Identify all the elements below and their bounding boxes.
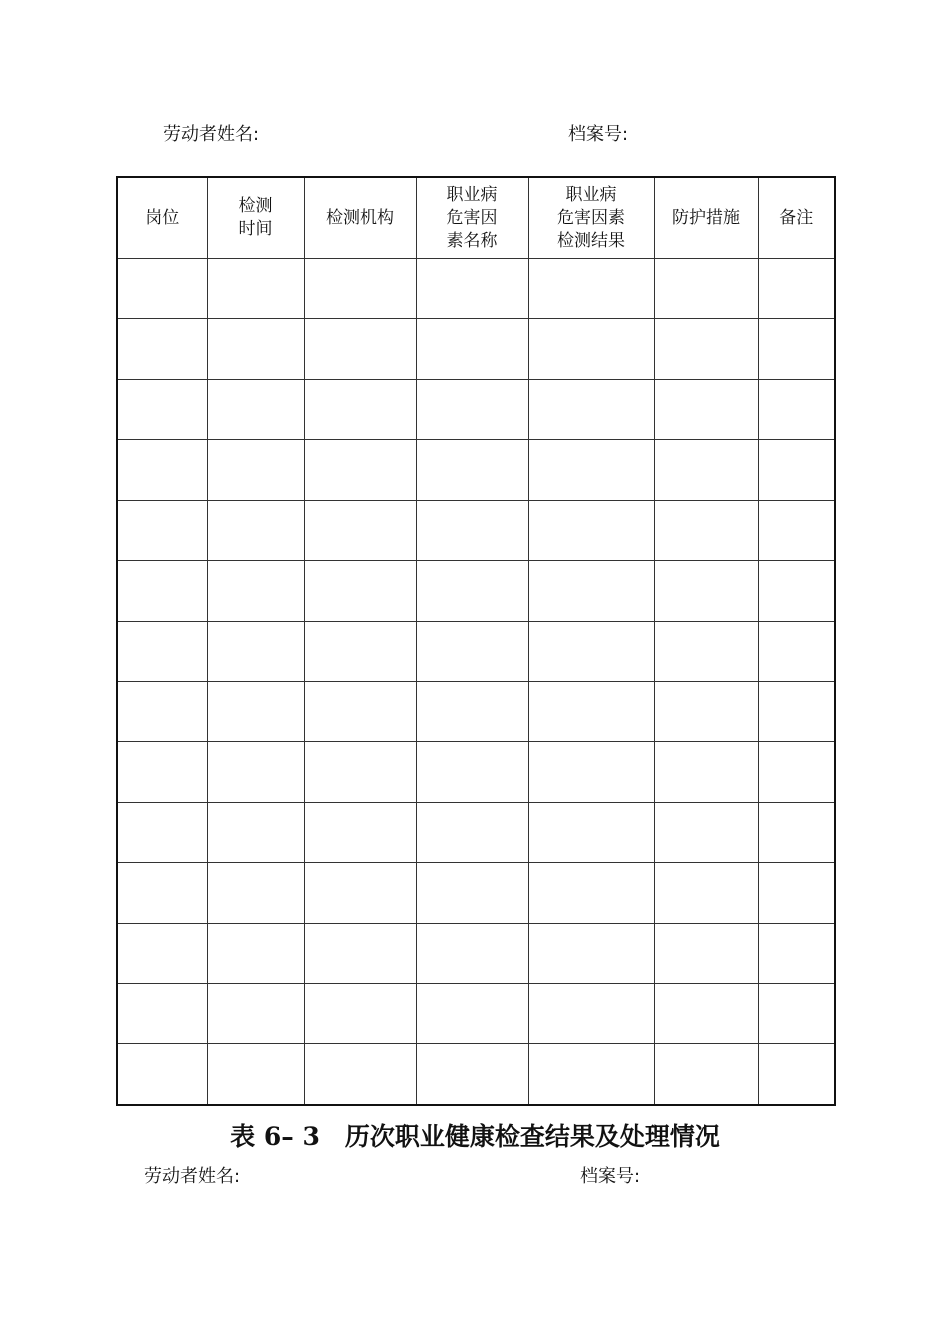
table-row xyxy=(117,802,835,862)
table-cell[interactable] xyxy=(416,621,528,681)
table-cell[interactable] xyxy=(758,379,835,439)
table-cell[interactable] xyxy=(207,319,304,379)
header-remarks: 备注 xyxy=(758,177,835,259)
table-cell[interactable] xyxy=(304,319,416,379)
table-cell[interactable] xyxy=(758,802,835,862)
table-cell[interactable] xyxy=(207,681,304,741)
table-cell[interactable] xyxy=(117,621,207,681)
table-cell[interactable] xyxy=(207,923,304,983)
table-cell[interactable] xyxy=(416,379,528,439)
table-cell[interactable] xyxy=(758,440,835,500)
table-cell[interactable] xyxy=(117,440,207,500)
table-cell[interactable] xyxy=(304,1044,416,1105)
table-cell[interactable] xyxy=(416,923,528,983)
table-cell[interactable] xyxy=(117,742,207,802)
table-cell[interactable] xyxy=(117,802,207,862)
table-cell[interactable] xyxy=(528,319,654,379)
table-cell[interactable] xyxy=(528,259,654,319)
table-cell[interactable] xyxy=(528,742,654,802)
table-cell[interactable] xyxy=(207,621,304,681)
table-row xyxy=(117,500,835,560)
table-row xyxy=(117,923,835,983)
table-cell[interactable] xyxy=(654,742,758,802)
table-cell[interactable] xyxy=(304,923,416,983)
table-cell[interactable] xyxy=(304,742,416,802)
table-cell[interactable] xyxy=(758,561,835,621)
table-cell[interactable] xyxy=(207,802,304,862)
table-cell[interactable] xyxy=(117,561,207,621)
table-row xyxy=(117,259,835,319)
table-cell[interactable] xyxy=(528,1044,654,1105)
table-cell[interactable] xyxy=(758,621,835,681)
table-cell[interactable] xyxy=(758,319,835,379)
table-cell[interactable] xyxy=(207,500,304,560)
table-cell[interactable] xyxy=(304,984,416,1044)
worker-name-label-top: 劳动者姓名: xyxy=(163,124,260,145)
table-cell[interactable] xyxy=(117,984,207,1044)
header-protection: 防护措施 xyxy=(654,177,758,259)
table-cell[interactable] xyxy=(207,440,304,500)
table-cell[interactable] xyxy=(304,863,416,923)
table-row xyxy=(117,984,835,1044)
table-cell[interactable] xyxy=(207,259,304,319)
table-cell[interactable] xyxy=(117,319,207,379)
table-cell[interactable] xyxy=(117,259,207,319)
table-row xyxy=(117,863,835,923)
table-caption: 表 6– 3 历次职业健康检查结果及处理情况 xyxy=(230,1122,720,1151)
table-cell[interactable] xyxy=(304,500,416,560)
header-hazard-name: 职业病 危害因 素名称 xyxy=(416,177,528,259)
table-header-row xyxy=(117,177,835,259)
table-cell[interactable] xyxy=(207,379,304,439)
table-cell[interactable] xyxy=(758,863,835,923)
table-cell[interactable] xyxy=(528,621,654,681)
table-cell[interactable] xyxy=(416,742,528,802)
table-cell[interactable] xyxy=(117,681,207,741)
table-cell[interactable] xyxy=(654,259,758,319)
table-cell[interactable] xyxy=(528,923,654,983)
table-cell[interactable] xyxy=(654,681,758,741)
table-cell[interactable] xyxy=(416,440,528,500)
table-cell[interactable] xyxy=(416,259,528,319)
table-cell[interactable] xyxy=(117,923,207,983)
table-cell[interactable] xyxy=(654,621,758,681)
header-test-time: 检测 时间 xyxy=(207,177,304,259)
table-cell[interactable] xyxy=(416,802,528,862)
table-cell[interactable] xyxy=(654,440,758,500)
header-hazard-result: 职业病 危害因素 检测结果 xyxy=(528,177,654,259)
table-cell[interactable] xyxy=(304,681,416,741)
table-cell[interactable] xyxy=(758,984,835,1044)
table-row xyxy=(117,1044,835,1105)
table-cell[interactable] xyxy=(654,379,758,439)
table-cell[interactable] xyxy=(654,984,758,1044)
table-cell[interactable] xyxy=(304,561,416,621)
file-number-label-top: 档案号: xyxy=(568,124,629,145)
table-row xyxy=(117,621,835,681)
monitoring-records-table xyxy=(116,176,836,1106)
worker-name-label-bottom: 劳动者姓名: xyxy=(144,1166,241,1187)
header-test-institution: 检测机构 xyxy=(304,177,416,259)
table-cell[interactable] xyxy=(654,500,758,560)
table-row xyxy=(117,561,835,621)
table-cell[interactable] xyxy=(416,1044,528,1105)
table-cell[interactable] xyxy=(117,863,207,923)
table-row xyxy=(117,440,835,500)
table-cell[interactable] xyxy=(207,863,304,923)
table-cell[interactable] xyxy=(117,1044,207,1105)
table-row xyxy=(117,681,835,741)
table-cell[interactable] xyxy=(117,500,207,560)
table-cell[interactable] xyxy=(304,259,416,319)
table-cell[interactable] xyxy=(528,500,654,560)
table-cell[interactable] xyxy=(416,500,528,560)
table-cell[interactable] xyxy=(758,259,835,319)
table-cell[interactable] xyxy=(416,319,528,379)
table-cell[interactable] xyxy=(654,923,758,983)
table-cell[interactable] xyxy=(528,984,654,1044)
table-cell[interactable] xyxy=(528,379,654,439)
table-cell[interactable] xyxy=(416,561,528,621)
table-cell[interactable] xyxy=(528,681,654,741)
table-row xyxy=(117,319,835,379)
table-cell[interactable] xyxy=(304,802,416,862)
table-cell[interactable] xyxy=(758,681,835,741)
table-cell[interactable] xyxy=(416,863,528,923)
table-cell[interactable] xyxy=(528,561,654,621)
table-row xyxy=(117,742,835,802)
table-cell[interactable] xyxy=(416,984,528,1044)
file-number-label-bottom: 档案号: xyxy=(580,1166,641,1187)
table-cell[interactable] xyxy=(304,379,416,439)
table-cell[interactable] xyxy=(758,923,835,983)
table-cell[interactable] xyxy=(304,440,416,500)
table-cell[interactable] xyxy=(207,742,304,802)
table-row xyxy=(117,379,835,439)
table-cell[interactable] xyxy=(654,863,758,923)
table-cell[interactable] xyxy=(654,802,758,862)
table-cell[interactable] xyxy=(758,1044,835,1105)
table-cell[interactable] xyxy=(117,379,207,439)
table-cell[interactable] xyxy=(654,1044,758,1105)
table-cell[interactable] xyxy=(528,440,654,500)
table-cell[interactable] xyxy=(654,561,758,621)
table-cell[interactable] xyxy=(207,1044,304,1105)
table-cell[interactable] xyxy=(528,802,654,862)
table-cell[interactable] xyxy=(207,561,304,621)
table-cell[interactable] xyxy=(758,500,835,560)
header-post: 岗位 xyxy=(117,177,207,259)
table-cell[interactable] xyxy=(528,863,654,923)
table-cell[interactable] xyxy=(207,984,304,1044)
table-cell[interactable] xyxy=(304,621,416,681)
table-cell[interactable] xyxy=(758,742,835,802)
table-cell[interactable] xyxy=(654,319,758,379)
table-cell[interactable] xyxy=(416,681,528,741)
